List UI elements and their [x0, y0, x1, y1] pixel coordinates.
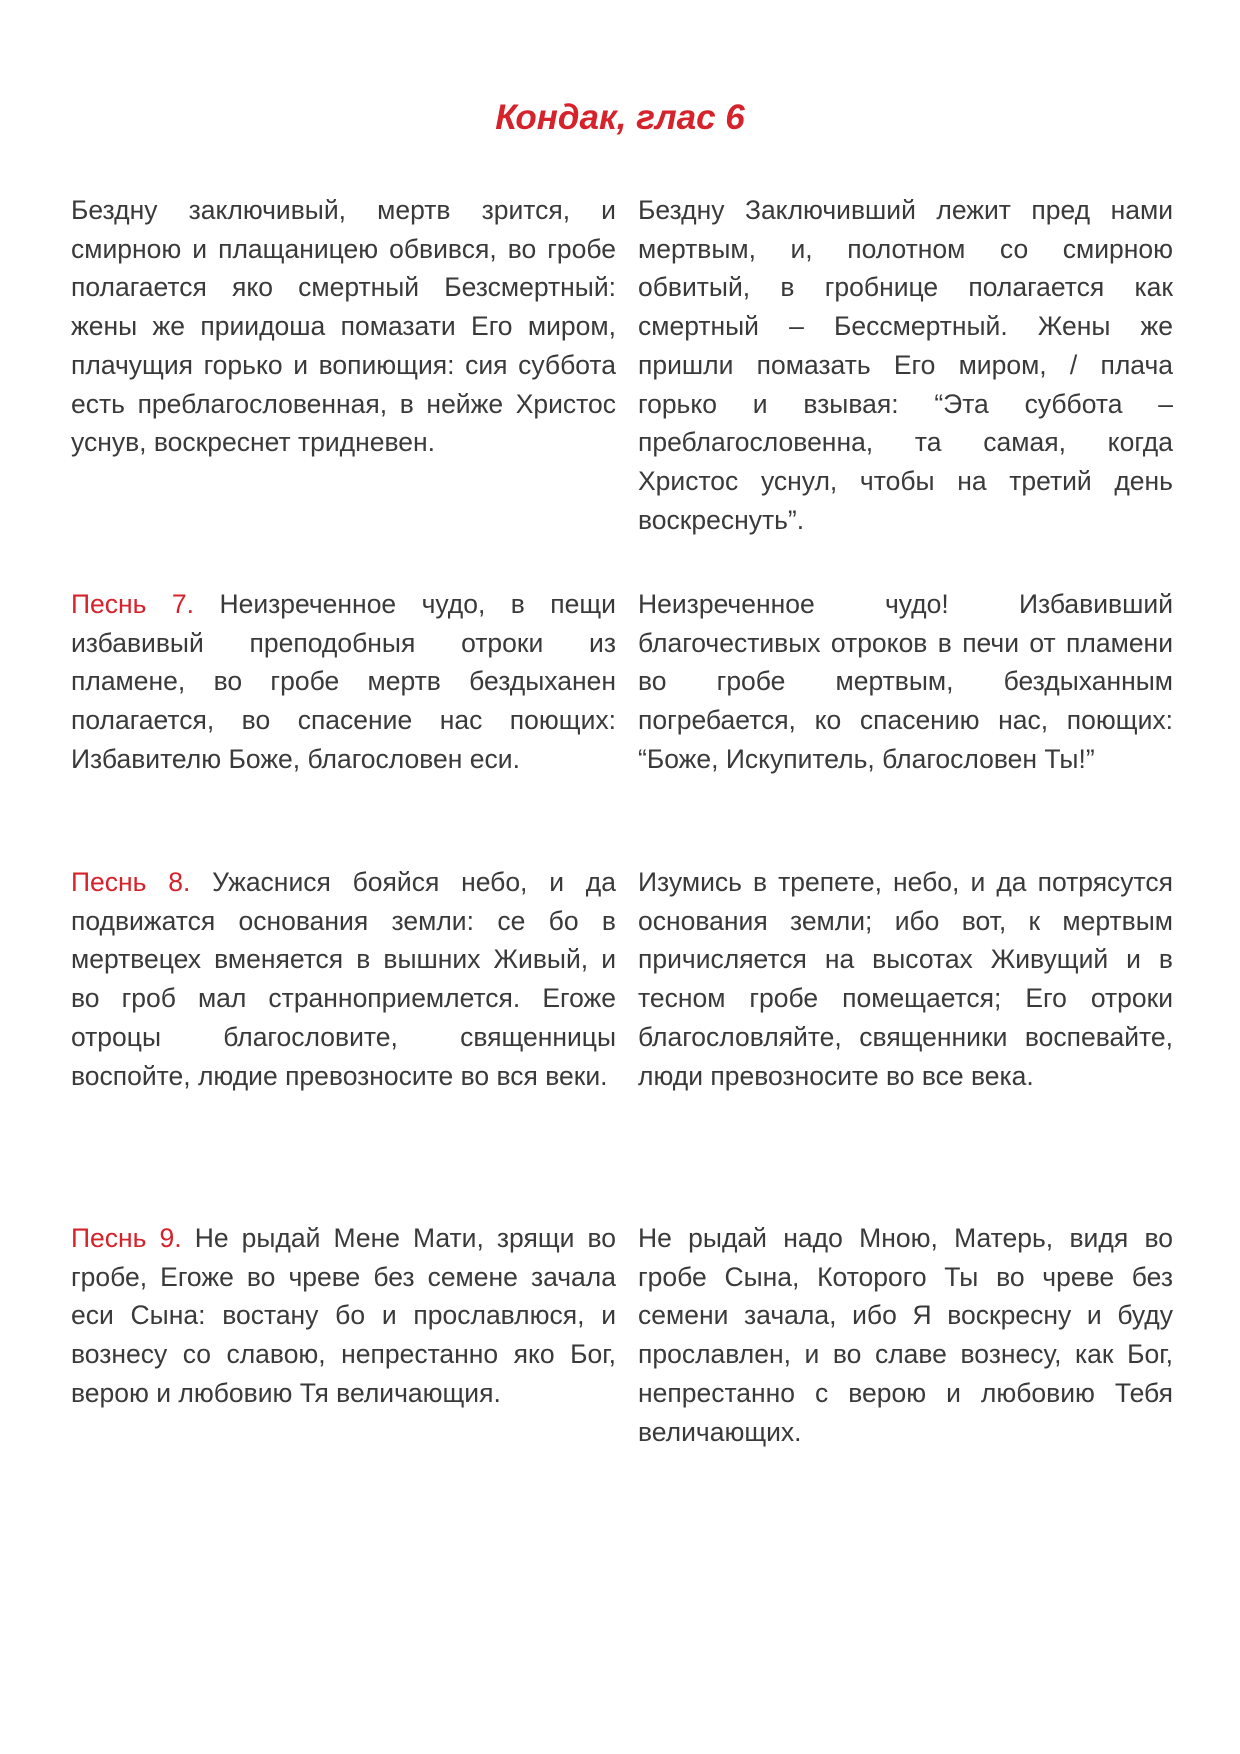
- russian-translation-text: Неизреченное чудо! Избавивший благочестивых отроков в печи от пламени во гробе мертвым, бездыханным погребается, ко спасению нас, поющих: “Боже, Искупитель, благословен Ты!”: [638, 589, 1173, 774]
- church-slavonic-body: Не рыдай Мене Мати, зрящи во гробе, Егоже во чреве без семене зачала еси Сына: востану бо и прославлюся, и вознесу со славою, непрестанно яко Бог, верою и любовию Тя величающия.: [71, 1223, 616, 1408]
- church-slavonic-text: [71, 863, 616, 1095]
- russian-translation-text: Изумись в трепете, небо, и да потрясутся основания земли; ибо вот, к мертвым причисляется на высотах Живущий и в тесном гробе помещается; Его отроки благословляйте, священники воспевайте, люди превозносите во все века.: [638, 867, 1173, 1091]
- section-heading: Песнь 8.: [71, 867, 191, 897]
- church-slavonic-body: Ужаснися бояйся небо, и да подвижатся основания земли: се бо в мертвецех вменяется в вышних Живый, и во гроб мал странноприемлется. Егоже отроцы благословите, священницы воспойте, людие превозносите во вся веки.: [71, 867, 616, 1091]
- russian-translation-text: Бездну Заключивший лежит пред нами мертвым, и, полотном со смирною обвитый, в гробнице полагается как смертный – Бессмертный. Жены же пришли помазать Его миром, / плача горько и взывая: “Эта суббота – преблагословенна, та самая, когда Христос уснул, чтобы на третий день воскреснуть”.: [638, 195, 1173, 535]
- section-heading: Песнь 9.: [71, 1223, 182, 1253]
- church-slavonic-body: Неизреченное чудо, в пещи избавивый преподобныя отроки из пламене, во гробе мертв бездыханен полагается, во спасение нас поющих: Избавителю Боже, благословен еси.: [71, 589, 616, 774]
- church-slavonic-text: [71, 191, 616, 462]
- section-heading: Песнь 7.: [71, 589, 195, 619]
- church-slavonic-text: [71, 1219, 616, 1413]
- church-slavonic-body: Бездну заключивый, мертв зрится, и смирною и плащаницею обвився, во гробе полагается яко смертный Безсмертный: жены же приидоша помазати Его миром, плачущия горько и вопиющия: сия суббота есть преблагословенная, в нейже Христос уснув, воскреснет тридневен.: [71, 195, 616, 458]
- page-title: Кондак, глас 6: [495, 98, 745, 137]
- russian-translation-text: Не рыдай надо Мною, Матерь, видя во гробе Сына, Которого Ты во чреве без семени зачала, ибо Я воскресну и буду прославлен, и во славе вознесу, как Бог, непрестанно с верою и любовию Тебя величающих.: [638, 1223, 1173, 1447]
- church-slavonic-text: [71, 585, 616, 779]
